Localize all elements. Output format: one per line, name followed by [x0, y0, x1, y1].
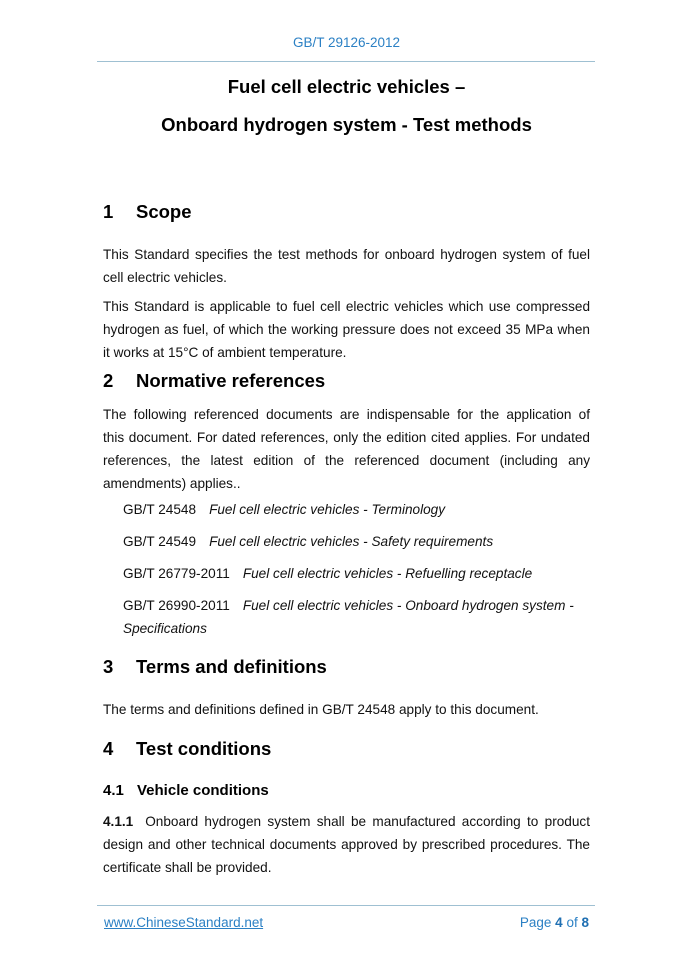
reference-title: Fuel cell electric vehicles - Safety requirements [209, 534, 494, 549]
clause-number: 4.1.1 [103, 814, 134, 829]
text-line: The following referenced documents are indispensable for the application of [103, 407, 590, 422]
reference-item [123, 594, 590, 640]
section-4-1-heading [103, 780, 590, 802]
section-4-heading [103, 736, 590, 762]
reference-code: GB/T 24549 [123, 534, 197, 549]
section-number: 2 [103, 370, 114, 391]
footer [104, 914, 263, 932]
text-line [123, 594, 590, 617]
terms-paragraph-1 [103, 698, 590, 721]
page-word: Page [519, 915, 552, 930]
page-total: 8 [581, 915, 589, 930]
section-number: 3 [103, 656, 114, 677]
text-line: references, the latest edition of the referenced document (including any [103, 453, 590, 468]
reference-item [123, 498, 590, 521]
normative-paragraph-1 [103, 403, 590, 495]
text-line: This Standard specifies the test methods for onboard hydrogen system of fuel [103, 247, 590, 262]
text-line: this document. For dated references, only the edition cited applies. For undated [103, 430, 590, 445]
text-line [103, 810, 590, 833]
reference-title: Fuel cell electric vehicles - Refuelling receptacle [242, 566, 533, 581]
text-line: hydrogen as fuel, of which the working pressure does not exceed 35 MPa when [103, 322, 590, 337]
reference-code: GB/T 26990-2011 [123, 598, 230, 613]
header-rule [97, 61, 595, 62]
of-word: of [566, 915, 578, 930]
section-title: Test conditions [136, 738, 272, 759]
reference-title-continuation: Specifications [123, 621, 207, 636]
reference-code: GB/T 26779-2011 [123, 566, 230, 581]
reference-item [123, 530, 590, 553]
text-line: certificate shall be provided. [103, 860, 272, 875]
text-line: design and other technical documents approved by prescribed procedures. The [103, 837, 590, 852]
text-line: amendments) applies.. [103, 476, 241, 491]
subsection-number: 4.1 [103, 782, 124, 799]
section-title: Normative references [136, 370, 326, 391]
doc-title-line-2: Onboard hydrogen system - Test methods [161, 114, 532, 135]
reference-item [123, 562, 590, 585]
clause-4-1-1-paragraph [103, 810, 590, 879]
section-number: 4 [103, 738, 114, 759]
section-title: Scope [136, 201, 192, 222]
text-line: it works at 15°C of ambient temperature. [103, 345, 347, 360]
reference-list [123, 498, 590, 640]
reference-title: Fuel cell electric vehicles - Terminology [209, 502, 446, 517]
page-current: 4 [555, 915, 563, 930]
clause-text: Onboard hydrogen system shall be manufactured according to product [145, 814, 590, 829]
subsection-title: Vehicle conditions [137, 782, 269, 799]
scope-paragraph-1 [103, 243, 590, 289]
reference-title: Fuel cell electric vehicles - Onboard hydrogen system - [242, 598, 574, 613]
section-number: 1 [103, 201, 114, 222]
text-line: The terms and definitions defined in GB/T 24548 apply to this document. [103, 702, 539, 717]
text-line: cell electric vehicles. [103, 270, 227, 285]
doc-title-line-1: Fuel cell electric vehicles – [227, 76, 466, 97]
reference-code: GB/T 24548 [123, 502, 197, 517]
page-indicator [520, 914, 589, 932]
doc-number: GB/T 29126-2012 [292, 35, 401, 50]
section-3-heading [103, 654, 590, 680]
text-line: This Standard is applicable to fuel cell electric vehicles which use compressed [103, 299, 590, 314]
section-1-heading [103, 199, 590, 225]
section-2-heading [103, 368, 590, 394]
scope-paragraph-2 [103, 295, 590, 364]
section-title: Terms and definitions [136, 656, 327, 677]
footer-rule [97, 905, 595, 906]
footer-link[interactable]: www.ChineseStandard.net [104, 915, 264, 930]
